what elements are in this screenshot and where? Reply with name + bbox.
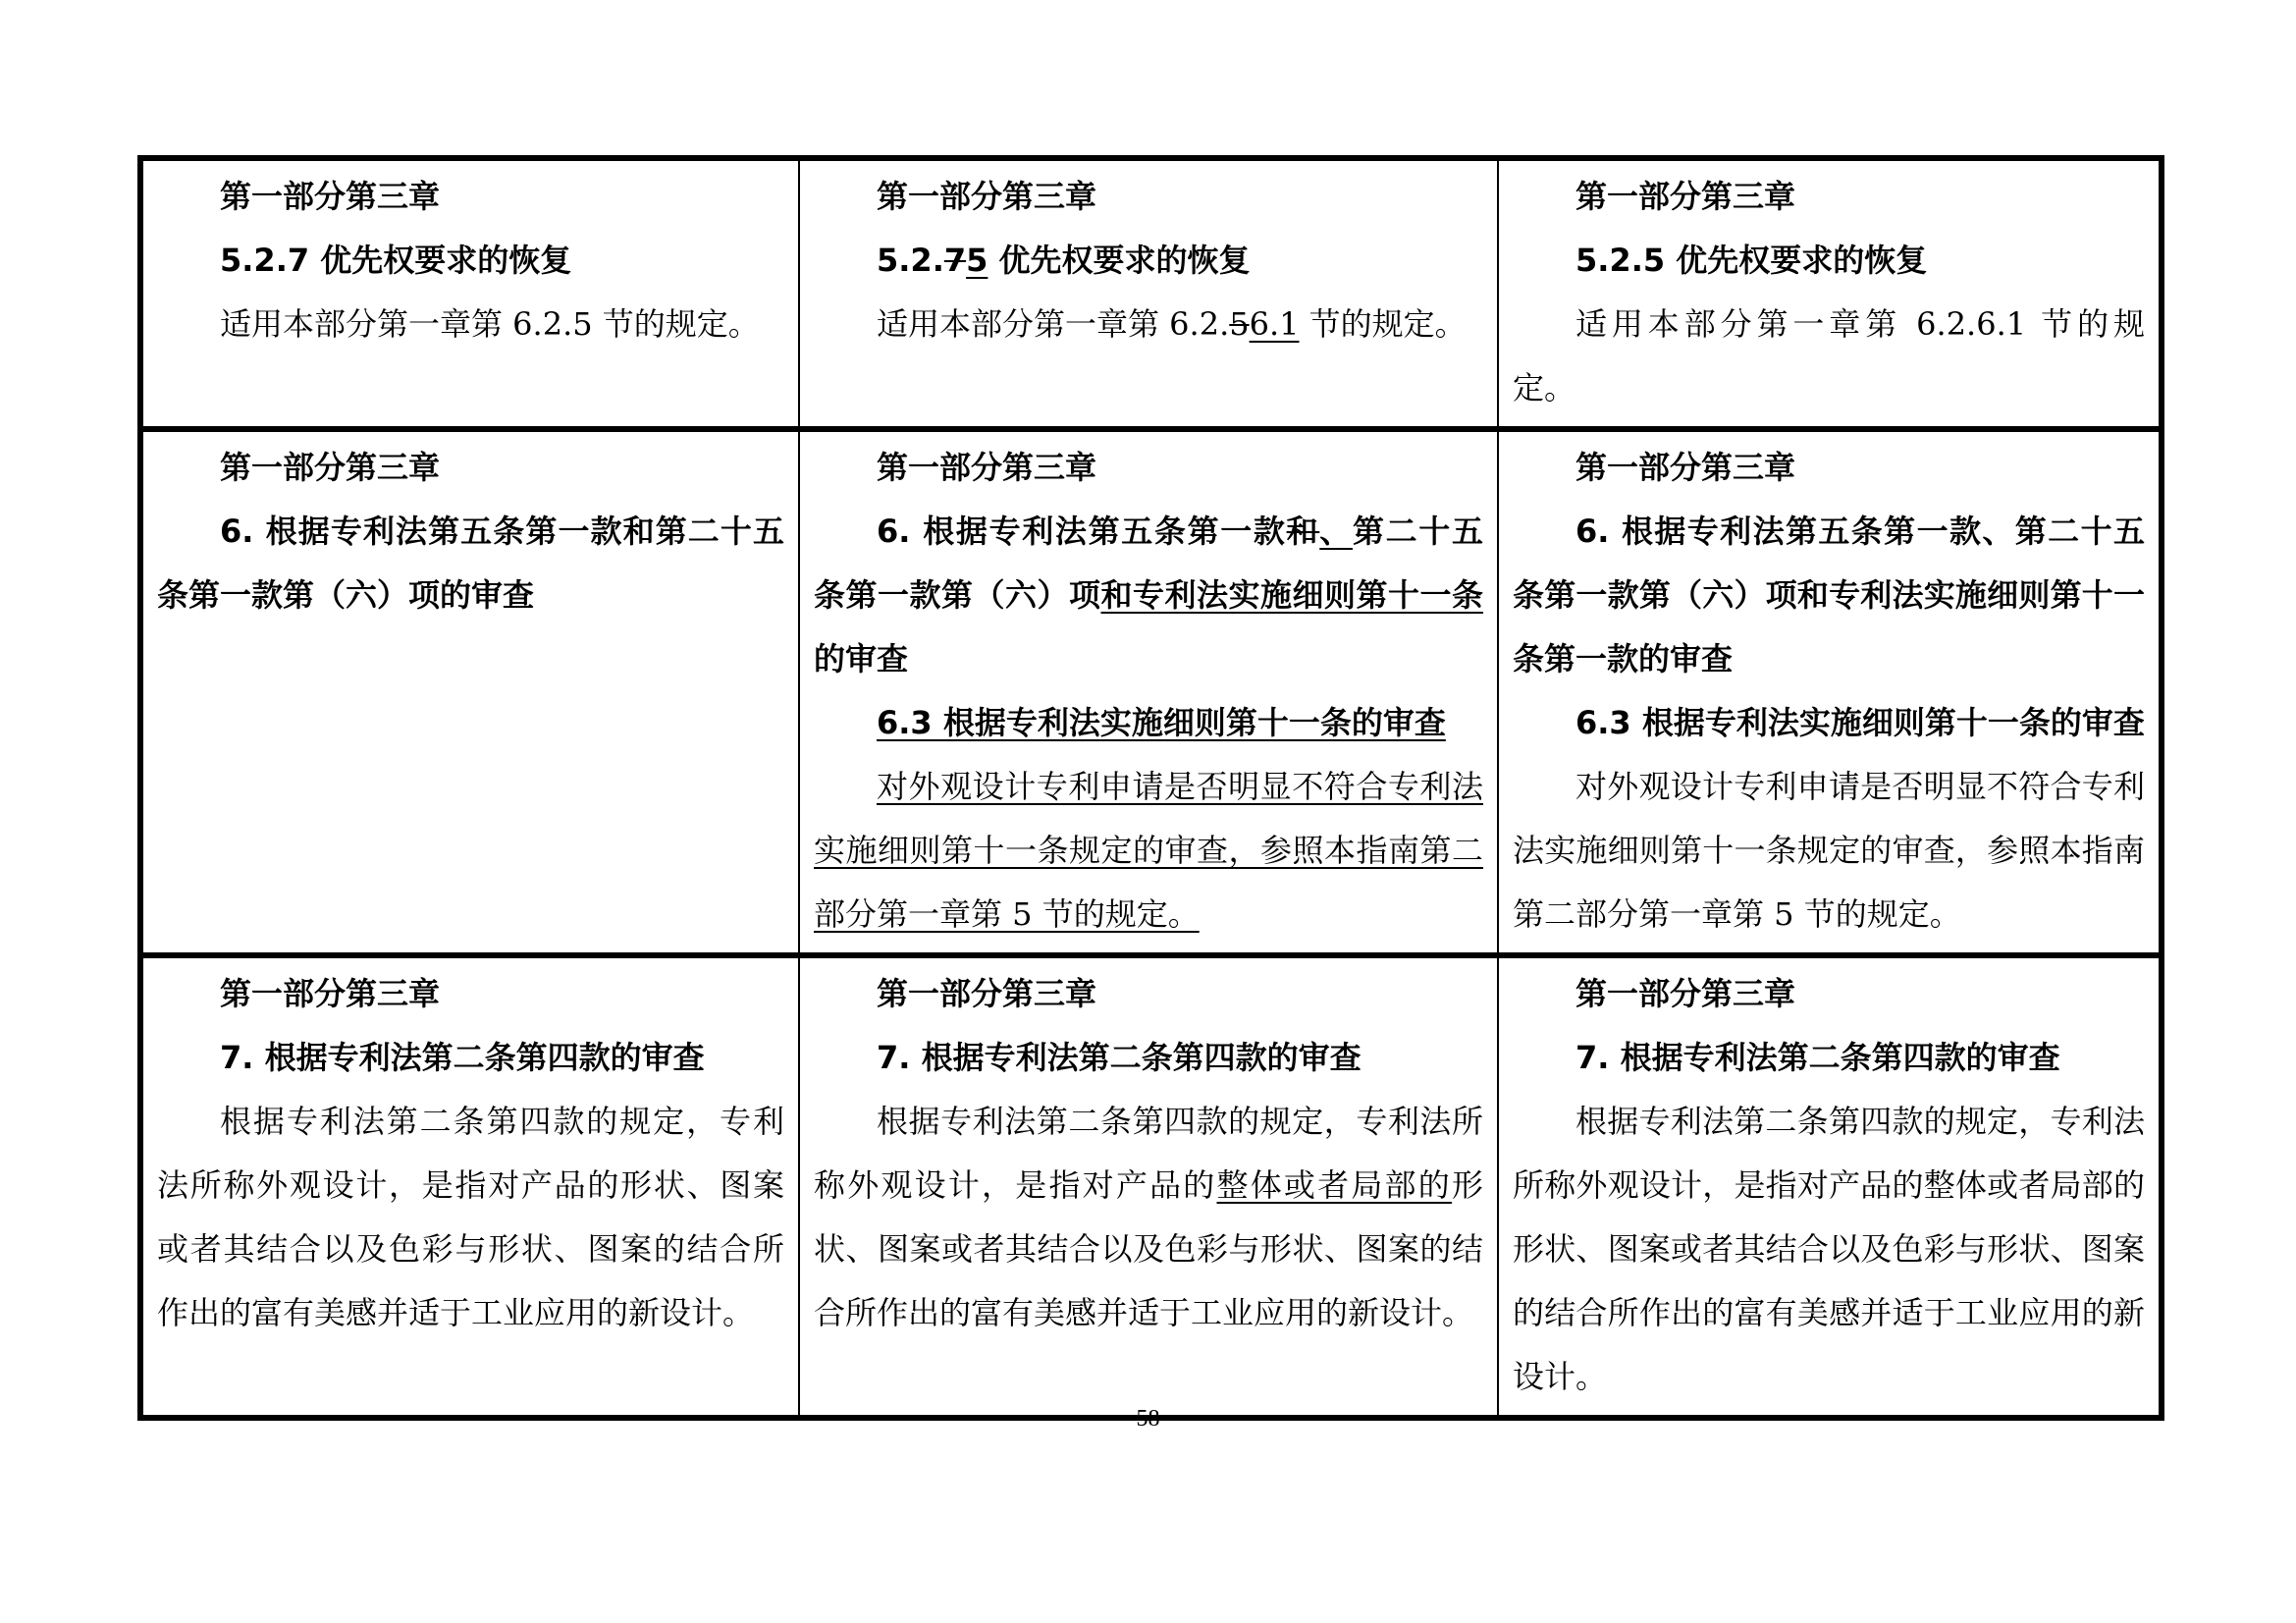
chapter-heading: 第一部分第三章 (220, 975, 441, 1012)
chapter-heading: 第一部分第三章 (1575, 178, 1796, 215)
section-heading (814, 500, 1483, 691)
section-heading: 5.2.5 优先权要求的恢复 (1575, 242, 1928, 279)
deleted-text: 7 (943, 242, 967, 279)
revision-markup-cell (799, 955, 1498, 1418)
original-text-cell (140, 429, 799, 955)
body-paragraph (814, 293, 1483, 356)
chapter-heading: 第一部分第三章 (1575, 449, 1796, 486)
body-paragraph (814, 1090, 1483, 1345)
original-text-cell (140, 158, 799, 429)
table-row (140, 955, 2162, 1418)
revised-text-cell (1498, 955, 2162, 1418)
inserted-text: 6.1 (1249, 305, 1300, 343)
inserted-text: 5 (966, 242, 988, 279)
text-span: 优先权要求的恢复 (988, 242, 1251, 279)
text-span: 第二十五条第一款第（六）项 (814, 513, 1483, 614)
table-row (140, 158, 2162, 429)
text-span: 的审查 (814, 640, 909, 677)
table-row (140, 429, 2162, 955)
section-heading: 7. 根据专利法第二条第四款的审查 (1575, 1039, 2060, 1076)
body-paragraph: 适用本部分第一章第 6.2.6.1 节的规定。 (1513, 305, 2145, 406)
page-number: 58 (1136, 1406, 1160, 1432)
text-span: 适用本部分第一章第 6.2. (877, 305, 1230, 343)
deleted-text: 和 (1286, 513, 1320, 550)
text-span: 6. 根据专利法第五条第一款 (877, 513, 1287, 550)
body-paragraph: 对外观设计专利申请是否明显不符合专利法实施细则第十一条规定的审查，参照本指南第二部分第一章第 5 节的规定。 (1513, 768, 2145, 933)
text-span: 5.2. (877, 242, 944, 279)
comparison-table (137, 155, 2164, 1421)
revision-markup-cell (799, 429, 1498, 955)
text-span: 形状、图案或者其结合以及色彩与形状、图案的结合所作出的富有美感并适于工业应用的新设计。 (814, 1166, 1483, 1331)
section-heading: 6. 根据专利法第五条第一款、第二十五条第一款第（六）项和专利法实施细则第十一条第一款的审查 (1513, 513, 2145, 677)
inserted-text: 6.3 根据专利法实施细则第十一条的审查 (877, 704, 1446, 741)
chapter-heading: 第一部分第三章 (877, 178, 1097, 215)
chapter-heading: 第一部分第三章 (1575, 975, 1796, 1012)
original-text-cell (140, 955, 799, 1418)
revised-text-cell (1498, 158, 2162, 429)
body-paragraph: 根据专利法第二条第四款的规定，专利法所称外观设计，是指对产品的形状、图案或者其结合以及色彩与形状、图案的结合所作出的富有美感并适于工业应用的新设计。 (157, 1103, 784, 1331)
inserted-text: 整体或者局部的 (1216, 1166, 1452, 1204)
deleted-text: 5 (1229, 305, 1250, 343)
subsection-heading: 6.3 根据专利法实施细则第十一条的审查 (1575, 704, 2145, 741)
revision-markup-cell (799, 158, 1498, 429)
subsection-heading (814, 691, 1483, 755)
revised-text-cell (1498, 429, 2162, 955)
section-heading: 7. 根据专利法第二条第四款的审查 (877, 1039, 1362, 1076)
chapter-heading: 第一部分第三章 (220, 178, 441, 215)
text-span: 节的规定。 (1299, 305, 1467, 343)
body-paragraph (814, 755, 1483, 947)
section-heading: 6. 根据专利法第五条第一款和第二十五条第一款第（六）项的审查 (157, 513, 784, 614)
inserted-text: 、 (1319, 513, 1353, 550)
chapter-heading: 第一部分第三章 (220, 449, 441, 486)
section-heading: 7. 根据专利法第二条第四款的审查 (220, 1039, 705, 1076)
inserted-text: 对外观设计专利申请是否明显不符合专利法实施细则第十一条规定的审查，参照本指南第二部分第一章第 5 节的规定。 (814, 768, 1483, 933)
section-heading (814, 229, 1483, 293)
chapter-heading: 第一部分第三章 (877, 975, 1097, 1012)
chapter-heading: 第一部分第三章 (877, 449, 1097, 486)
text-span: 根据专利法第二条第四款的规定，专利法所称外观设计，是指对产品的 (814, 1103, 1483, 1204)
section-heading: 5.2.7 优先权要求的恢复 (220, 242, 572, 279)
body-paragraph: 根据专利法第二条第四款的规定，专利法所称外观设计，是指对产品的整体或者局部的形状、图案或者其结合以及色彩与形状、图案的结合所作出的富有美感并适于工业应用的新设计。 (1513, 1103, 2145, 1395)
body-paragraph: 适用本部分第一章第 6.2.5 节的规定。 (220, 305, 760, 343)
inserted-text: 和专利法实施细则第十一条 (1100, 576, 1483, 614)
